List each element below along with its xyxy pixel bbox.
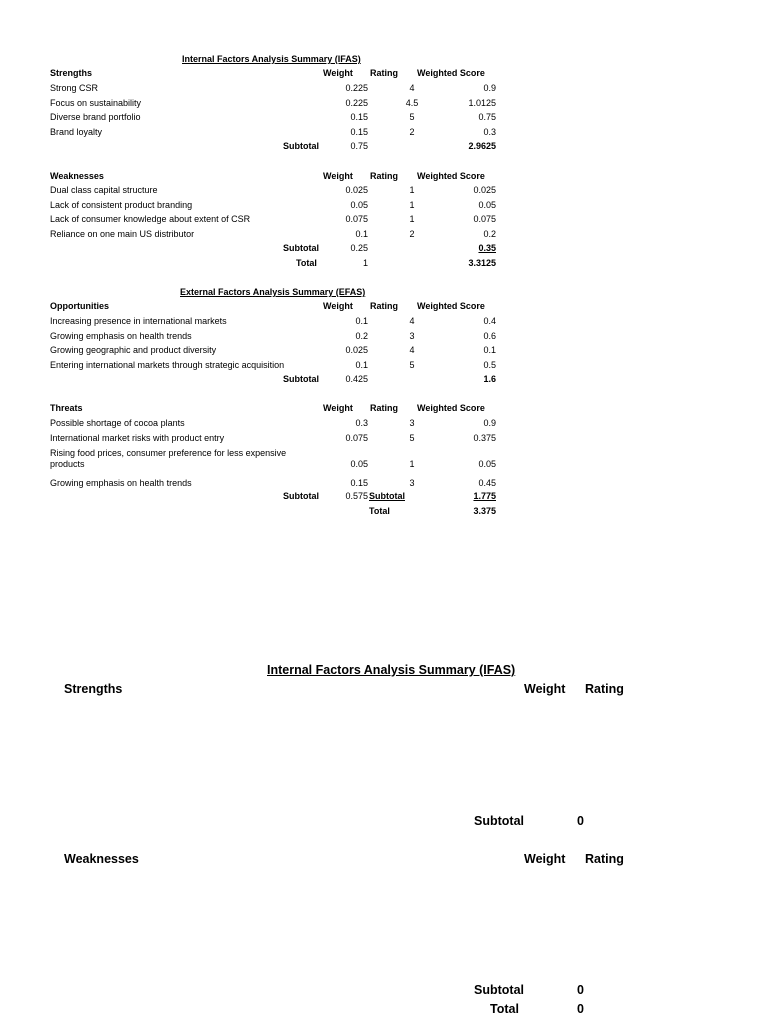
factor-label: Possible shortage of cocoa plants: [50, 418, 185, 428]
opportunities-subtotal-score: 1.6: [483, 374, 496, 384]
factor-label: Focus on sustainability: [50, 97, 142, 108]
weighted-score-cell: 0.075: [473, 214, 496, 224]
rating-cell: 1: [409, 185, 415, 195]
weight-cell: 0.075: [345, 433, 368, 443]
threats-subtotal-label-secondary: Subtotal: [369, 491, 405, 501]
weaknesses-subtotal-weight: 0.25: [350, 243, 368, 253]
template-weaknesses-subtotal-value: 0: [577, 983, 584, 997]
rating-cell: 1: [409, 214, 415, 224]
factor-label: Entering international markets through strategic acquisition: [50, 359, 285, 370]
factor-label: Reliance on one main US distributor: [50, 228, 195, 239]
rating-cell: 2: [409, 126, 415, 137]
template-rating-column-header: Rating: [585, 852, 624, 866]
weighted-score-cell: 0.375: [473, 433, 496, 443]
template-strengths-header: Strengths: [64, 682, 123, 696]
rating-cell: 5: [409, 112, 415, 122]
template-strengths-subtotal-label: Subtotal: [474, 814, 524, 828]
weight-cell: 0.2: [355, 330, 368, 341]
rating-column-header: Rating: [370, 171, 398, 181]
efas-total-score: 3.375: [473, 506, 496, 516]
weight-column-header: Weight: [323, 403, 353, 413]
factor-label: Growing emphasis on health trends: [50, 478, 192, 488]
weaknesses-subtotal-label: Subtotal: [283, 243, 319, 253]
factor-label: Dual class capital structure: [50, 185, 158, 195]
rating-cell: 1: [409, 199, 415, 210]
weight-column-header: Weight: [323, 68, 353, 78]
rating-cell: 3: [409, 330, 415, 341]
factor-label: Lack of consistent product branding: [50, 199, 193, 210]
rating-cell: 4.5: [405, 97, 419, 108]
factor-label: Growing emphasis on health trends: [50, 330, 192, 341]
weight-cell: 0.075: [345, 214, 368, 224]
efas-total-label: Total: [369, 506, 390, 516]
weight-cell: 0.1: [355, 316, 368, 326]
ifas-total-label: Total: [296, 258, 317, 268]
strengths-subtotal-score: 2.9625: [468, 141, 496, 151]
weight-column-header: Weight: [323, 171, 353, 181]
rating-cell: 4: [409, 345, 415, 355]
rating-cell: 2: [409, 228, 415, 239]
ifas-total-score: 3.3125: [468, 258, 496, 268]
weighted-score-cell: 0.1: [483, 345, 496, 355]
weighted-score-cell: 0.75: [478, 112, 496, 122]
weight-cell: 0.225: [345, 97, 368, 108]
threats-subtotal-score: 1.775: [473, 491, 496, 501]
weight-cell: 0.3: [355, 418, 368, 428]
ifas-template-title: Internal Factors Analysis Summary (IFAS): [267, 663, 516, 677]
weight-cell: 0.225: [345, 83, 368, 93]
factor-label: Strong CSR: [50, 83, 99, 93]
opportunities-subtotal-label: Subtotal: [283, 374, 319, 384]
template-weight-column-header: Weight: [524, 852, 566, 866]
weighted-score-cell: 0.025: [473, 185, 496, 195]
strengths-header: Strengths: [50, 68, 93, 78]
weight-cell: 0.1: [355, 228, 368, 239]
weaknesses-subtotal-score: 0.35: [478, 243, 496, 253]
weight-cell: 0.025: [345, 345, 368, 355]
weight-cell: 0.15: [350, 478, 368, 488]
weight-cell: 0.05: [350, 459, 368, 469]
weighted-score-cell: 0.5: [483, 359, 496, 370]
weighted-score-cell: 0.9: [483, 418, 496, 428]
rating-cell: 4: [409, 83, 415, 93]
weight-cell: 0.15: [350, 126, 368, 137]
weighted-score-cell: 0.3: [483, 126, 496, 137]
opportunities-header: Opportunities: [50, 301, 109, 311]
threats-subtotal-label: Subtotal: [283, 491, 319, 501]
template-weaknesses-subtotal-label: Subtotal: [474, 983, 524, 997]
weighted-score-column-header: Weighted Score: [417, 403, 485, 413]
factor-label: Brand loyalty: [50, 126, 103, 137]
weighted-score-cell: 0.2: [483, 228, 496, 239]
efas-title: External Factors Analysis Summary (EFAS): [180, 287, 366, 297]
rating-cell: 4: [409, 316, 415, 326]
weight-column-header: Weight: [323, 301, 353, 311]
weighted-score-cell: 0.05: [478, 199, 496, 210]
weighted-score-cell: 0.45: [478, 478, 496, 488]
rating-cell: 1: [409, 459, 415, 469]
factor-label: Diverse brand portfolio: [50, 112, 141, 122]
threats-subtotal-weight: 0.575: [345, 491, 368, 501]
template-weaknesses-header: Weaknesses: [64, 852, 139, 866]
factor-label: Lack of consumer knowledge about extent of CSR: [50, 214, 251, 224]
template-strengths-subtotal-value: 0: [577, 814, 584, 828]
weight-cell: 0.025: [345, 185, 368, 195]
ifas-title: Internal Factors Analysis Summary (IFAS): [182, 54, 361, 64]
rating-cell: 5: [409, 359, 415, 370]
weaknesses-header: Weaknesses: [50, 171, 104, 181]
template-weight-column-header: Weight: [524, 682, 566, 696]
weighted-score-cell: 1.0125: [468, 97, 496, 108]
template-total-value: 0: [577, 1002, 584, 1016]
template-total-label: Total: [490, 1002, 519, 1016]
opportunities-subtotal-weight: 0.425: [345, 374, 368, 384]
weighted-score-column-header: Weighted Score: [417, 68, 485, 78]
rating-cell: 3: [409, 418, 415, 428]
weight-cell: 0.15: [350, 112, 368, 122]
factor-label: International market risks with product entry: [50, 433, 225, 443]
rating-column-header: Rating: [370, 68, 398, 78]
weighted-score-cell: 0.4: [483, 316, 496, 326]
weighted-score-cell: 0.6: [483, 330, 496, 341]
rating-cell: 3: [409, 478, 415, 488]
factor-label: Rising food prices, consumer preference for less expensive products: [50, 448, 287, 469]
rating-column-header: Rating: [370, 301, 398, 311]
threats-header: Threats: [50, 403, 83, 413]
weight-cell: 0.05: [350, 199, 368, 210]
weight-cell: 0.1: [355, 359, 368, 370]
factor-label: Increasing presence in international markets: [50, 316, 227, 326]
rating-cell: 5: [409, 433, 415, 443]
template-rating-column-header: Rating: [585, 682, 624, 696]
rating-column-header: Rating: [370, 403, 398, 413]
weighted-score-cell: 0.9: [483, 83, 496, 93]
ifas-total-weight: 1: [362, 258, 368, 268]
strengths-subtotal-weight: 0.75: [350, 141, 368, 151]
strengths-subtotal-label: Subtotal: [283, 141, 319, 151]
weighted-score-column-header: Weighted Score: [417, 171, 485, 181]
weighted-score-column-header: Weighted Score: [417, 301, 485, 311]
factor-label: Growing geographic and product diversity: [50, 345, 217, 355]
weighted-score-cell: 0.05: [478, 459, 496, 469]
